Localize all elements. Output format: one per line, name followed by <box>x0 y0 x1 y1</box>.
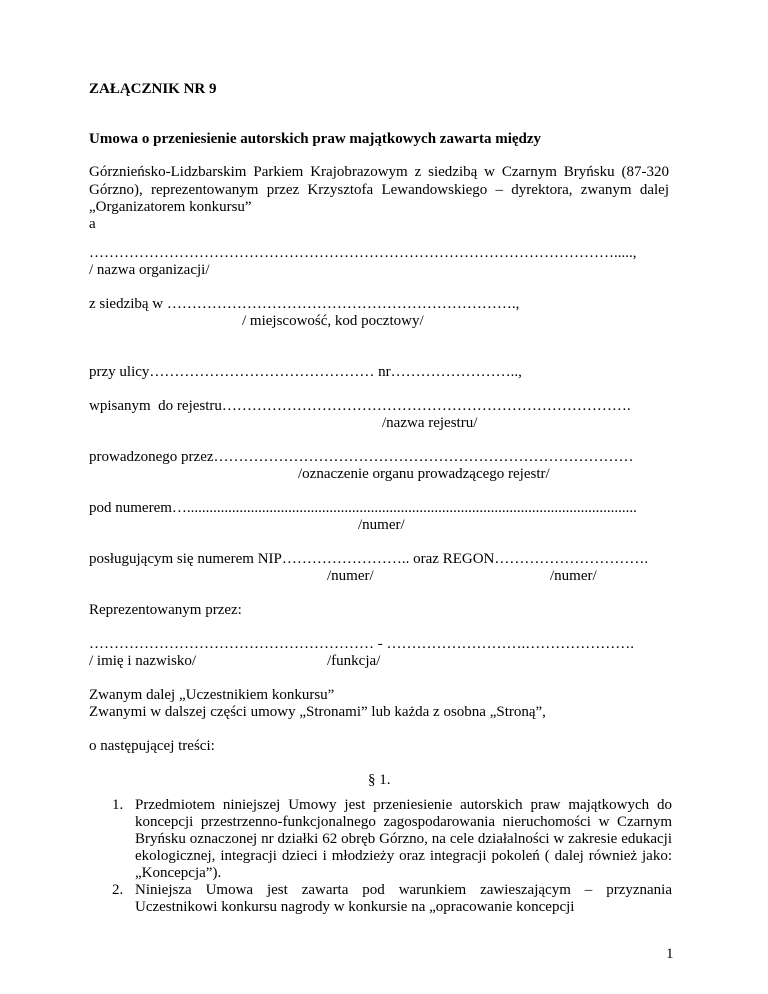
register-authority-caption: /oznaczenie organu prowadzącego rejestr/ <box>298 466 550 482</box>
name-caption: / imię i nazwisko/ <box>89 653 197 669</box>
document-heading: ZAŁĄCZNIK NR 9 <box>89 81 217 97</box>
parties-definition: Zwanymi w dalszej części umowy „Stronami” lub każda z osobna „Stroną”, <box>89 704 546 720</box>
nip-caption: /numer/ <box>327 568 374 584</box>
item-text: Przedmiotem niniejszej Umowy jest przeniesienie autorskich praw majątkowych do koncepcji przestrzenno-funkcjonalnego zagospodarowania nieruchomości w Czarnym Bryńsku oznaczonej nr działki 62 obręb Górzno, na cele działalności w zakresie edukacji ekologicznej, integracji dzieci i młodzieży oraz integracji pokoleń ( dalej również jako: „Koncepcja”). <box>135 797 672 881</box>
section-heading: § 1. <box>368 772 391 788</box>
register-caption: /nazwa rejestru/ <box>382 415 478 431</box>
represented-by-label: Reprezentowanym przez: <box>89 602 242 618</box>
list-item <box>112 882 672 916</box>
street-fill-line: przy ulicy……………………………………… nr…………………….., <box>89 364 522 380</box>
item-number: 2. <box>112 882 124 898</box>
function-caption: /funkcja/ <box>327 653 381 669</box>
organization-caption: / nazwa organizacji/ <box>89 262 210 278</box>
nip-regon-fill-line: posługującym się numerem NIP…………………….. oraz REGON…………………………. <box>89 551 649 567</box>
intro-line-3: „Organizatorem konkursu” <box>89 199 252 215</box>
representative-fill-line: ………………………………………………… - ……………………….…………………. <box>89 636 634 652</box>
intro-line-2: Górzno), reprezentowanym przez Krzysztofa Lewandowskiego – dyrektora, zwanym dalej <box>89 182 669 198</box>
participant-definition: Zwanym dalej „Uczestnikiem konkursu” <box>89 687 335 703</box>
seat-caption: / miejscowość, kod pocztowy/ <box>242 313 424 329</box>
page-number: 1 <box>666 946 674 962</box>
register-number-caption: /numer/ <box>358 517 405 533</box>
seat-fill-line: z siedzibą w ……………………………………………………………., <box>89 296 520 312</box>
intro-line-1: Górznieńsko-Lidzbarskim Parkiem Krajobrazowym z siedzibą w Czarnym Bryńsku (87-320 <box>89 164 669 180</box>
register-authority-fill-line: prowadzonego przez………………………………………………………………………… <box>89 449 634 465</box>
agreement-title: Umowa o przeniesienie autorskich praw majątkowych zawarta między <box>89 131 542 147</box>
item-text: Niniejsza Umowa jest zawarta pod warunkiem zawieszającym – przyznania Uczestnikowi konkursu nagrody w konkursie na „opracowanie koncepcji <box>135 882 672 915</box>
organization-fill-line: ……………………………………………………………………………………………....., <box>89 245 637 261</box>
list-item <box>112 797 672 882</box>
register-number-fill-line: pod numerem…........................................................................................................................ <box>89 500 637 516</box>
section-items <box>112 797 672 916</box>
following-content-label: o następującej treści: <box>89 738 215 754</box>
register-fill-line: wpisanym do rejestru………………………………………………………………………. <box>89 398 631 414</box>
regon-caption: /numer/ <box>550 568 597 584</box>
item-number: 1. <box>112 797 124 813</box>
intro-line-4: a <box>89 216 96 232</box>
